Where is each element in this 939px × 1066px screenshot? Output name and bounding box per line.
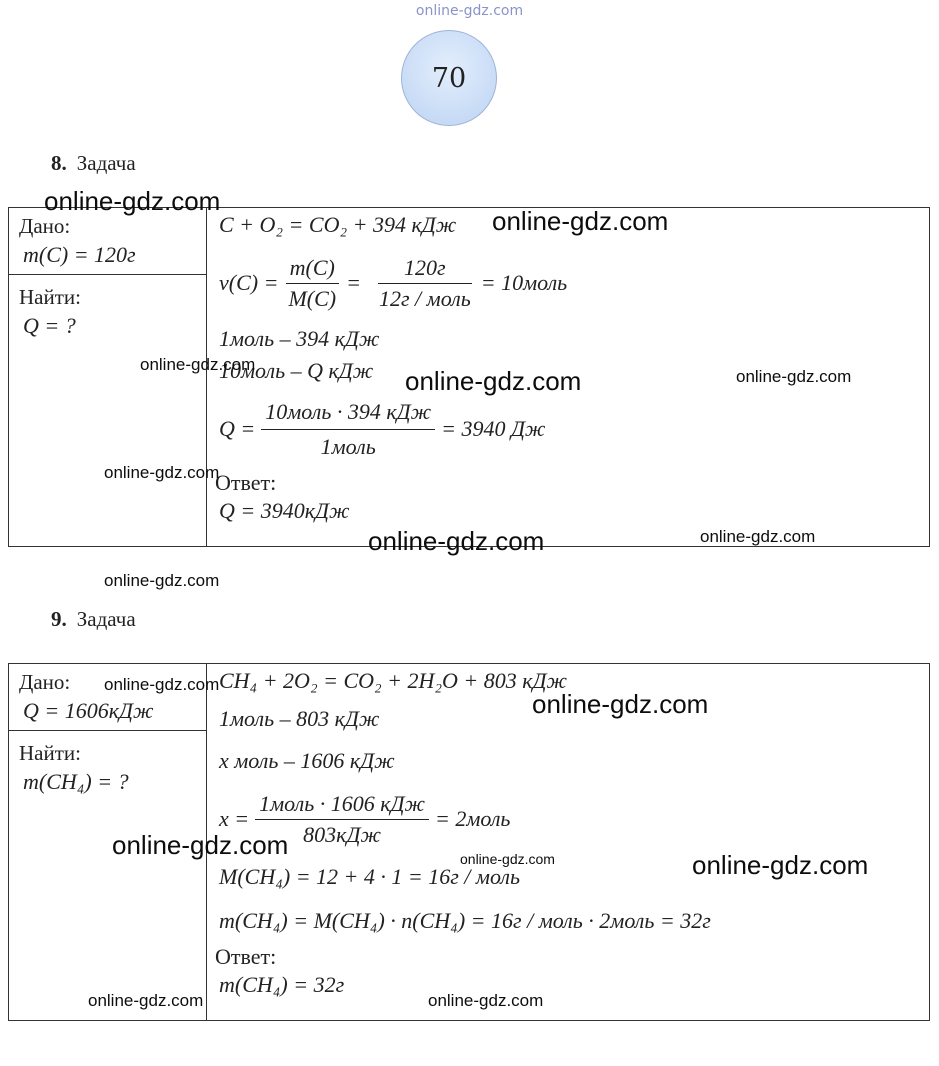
task-8-find bbox=[9, 275, 206, 341]
watermark: online-gdz.com bbox=[405, 366, 582, 396]
watermark: online-gdz.com bbox=[44, 186, 221, 216]
given-label: Дано: bbox=[19, 670, 71, 694]
answer-value: Q = 3940кДж bbox=[219, 498, 350, 523]
find-label: Найти: bbox=[19, 741, 81, 765]
page-number-badge: 70 bbox=[401, 30, 497, 126]
fraction-numerator: 120г bbox=[378, 255, 472, 284]
task-8-title: Задача bbox=[76, 151, 136, 175]
fraction-denominator: 803кДж bbox=[303, 821, 381, 847]
given-value: m(C) = 120г bbox=[23, 242, 136, 267]
watermark: online-gdz.com bbox=[492, 206, 669, 236]
answer-label: Ответ: bbox=[215, 944, 277, 969]
watermark: online-gdz.com bbox=[112, 830, 289, 860]
fraction-numerator: 1моль · 1606 кДж bbox=[255, 791, 429, 820]
task-9-title: Задача bbox=[76, 607, 136, 631]
task-9-find bbox=[9, 731, 206, 797]
watermark: online-gdz.com bbox=[104, 571, 220, 590]
proportion-line-2: x моль – 1606 кДж bbox=[219, 748, 395, 773]
proportion-line-2: 10моль – Q кДж bbox=[219, 358, 374, 383]
fraction-denominator: M(C) bbox=[288, 285, 337, 311]
fraction-values bbox=[375, 255, 475, 312]
fraction-mass-over-molar bbox=[284, 255, 340, 312]
watermark: online-gdz.com bbox=[140, 355, 256, 374]
fraction-numerator: 10моль · 394 кДж bbox=[261, 399, 435, 430]
answer-value: m(CH₄) = 32г bbox=[219, 972, 345, 997]
task-8-heading bbox=[51, 151, 136, 176]
heat-result: = 3940 Дж bbox=[441, 416, 546, 441]
moles-lhs: ν(C) = bbox=[219, 270, 279, 295]
watermark: online-gdz.com bbox=[460, 851, 555, 867]
watermark: online-gdz.com bbox=[428, 991, 544, 1010]
proportion-line-1: 1моль – 803 кДж bbox=[219, 706, 380, 731]
watermark: online-gdz.com bbox=[104, 463, 220, 482]
fraction-denominator: 1моль bbox=[320, 433, 376, 459]
watermark: online-gdz.com bbox=[736, 367, 852, 386]
task-8-given bbox=[9, 208, 206, 275]
reaction-equation: C + O₂ = CO₂ + 394 кДж bbox=[219, 212, 457, 237]
given-value: Q = 1606кДж bbox=[23, 698, 154, 723]
equals-sign: = bbox=[346, 270, 361, 295]
moles-calculation bbox=[219, 782, 929, 856]
task-8-conditions bbox=[9, 208, 207, 547]
site-header-link[interactable]: online-gdz.com bbox=[415, 3, 524, 19]
moles-lhs: x = bbox=[219, 806, 250, 831]
watermark: online-gdz.com bbox=[88, 991, 204, 1010]
task-9-heading bbox=[51, 607, 136, 632]
find-value: Q = ? bbox=[23, 313, 76, 338]
task-9-number: 9. bbox=[51, 607, 67, 631]
proportion-line-1: 1моль – 394 кДж bbox=[219, 326, 380, 351]
fraction-denominator: 12г / моль bbox=[378, 285, 471, 311]
mass-line: m(CH₄) = M(CH₄) · n(CH₄) = 16г / моль · 2моль = 32г bbox=[219, 908, 711, 933]
moles-result: = 10моль bbox=[480, 270, 568, 295]
watermark: online-gdz.com bbox=[700, 527, 816, 546]
watermark: online-gdz.com bbox=[104, 675, 220, 694]
moles-result: = 2моль bbox=[434, 806, 511, 831]
given-label: Дано: bbox=[19, 214, 71, 238]
fraction-heat bbox=[261, 399, 435, 460]
heat-calculation bbox=[219, 388, 929, 470]
fraction-numerator: m(C) bbox=[286, 255, 339, 284]
molar-mass-line: M(CH₄) = 12 + 4 · 1 = 16г / моль bbox=[219, 864, 521, 889]
watermark: online-gdz.com bbox=[692, 850, 869, 880]
watermark: online-gdz.com bbox=[368, 526, 545, 556]
find-label: Найти: bbox=[19, 285, 81, 309]
heat-lhs: Q = bbox=[219, 416, 256, 441]
answer-label: Ответ: bbox=[215, 470, 277, 495]
task-8-number: 8. bbox=[51, 151, 67, 175]
watermark: online-gdz.com bbox=[532, 689, 709, 719]
moles-calculation bbox=[219, 246, 929, 320]
find-value: m(CH₄) = ? bbox=[23, 769, 129, 794]
reaction-equation: CH₄ + 2O₂ = CO₂ + 2H₂O + 803 кДж bbox=[219, 668, 568, 693]
